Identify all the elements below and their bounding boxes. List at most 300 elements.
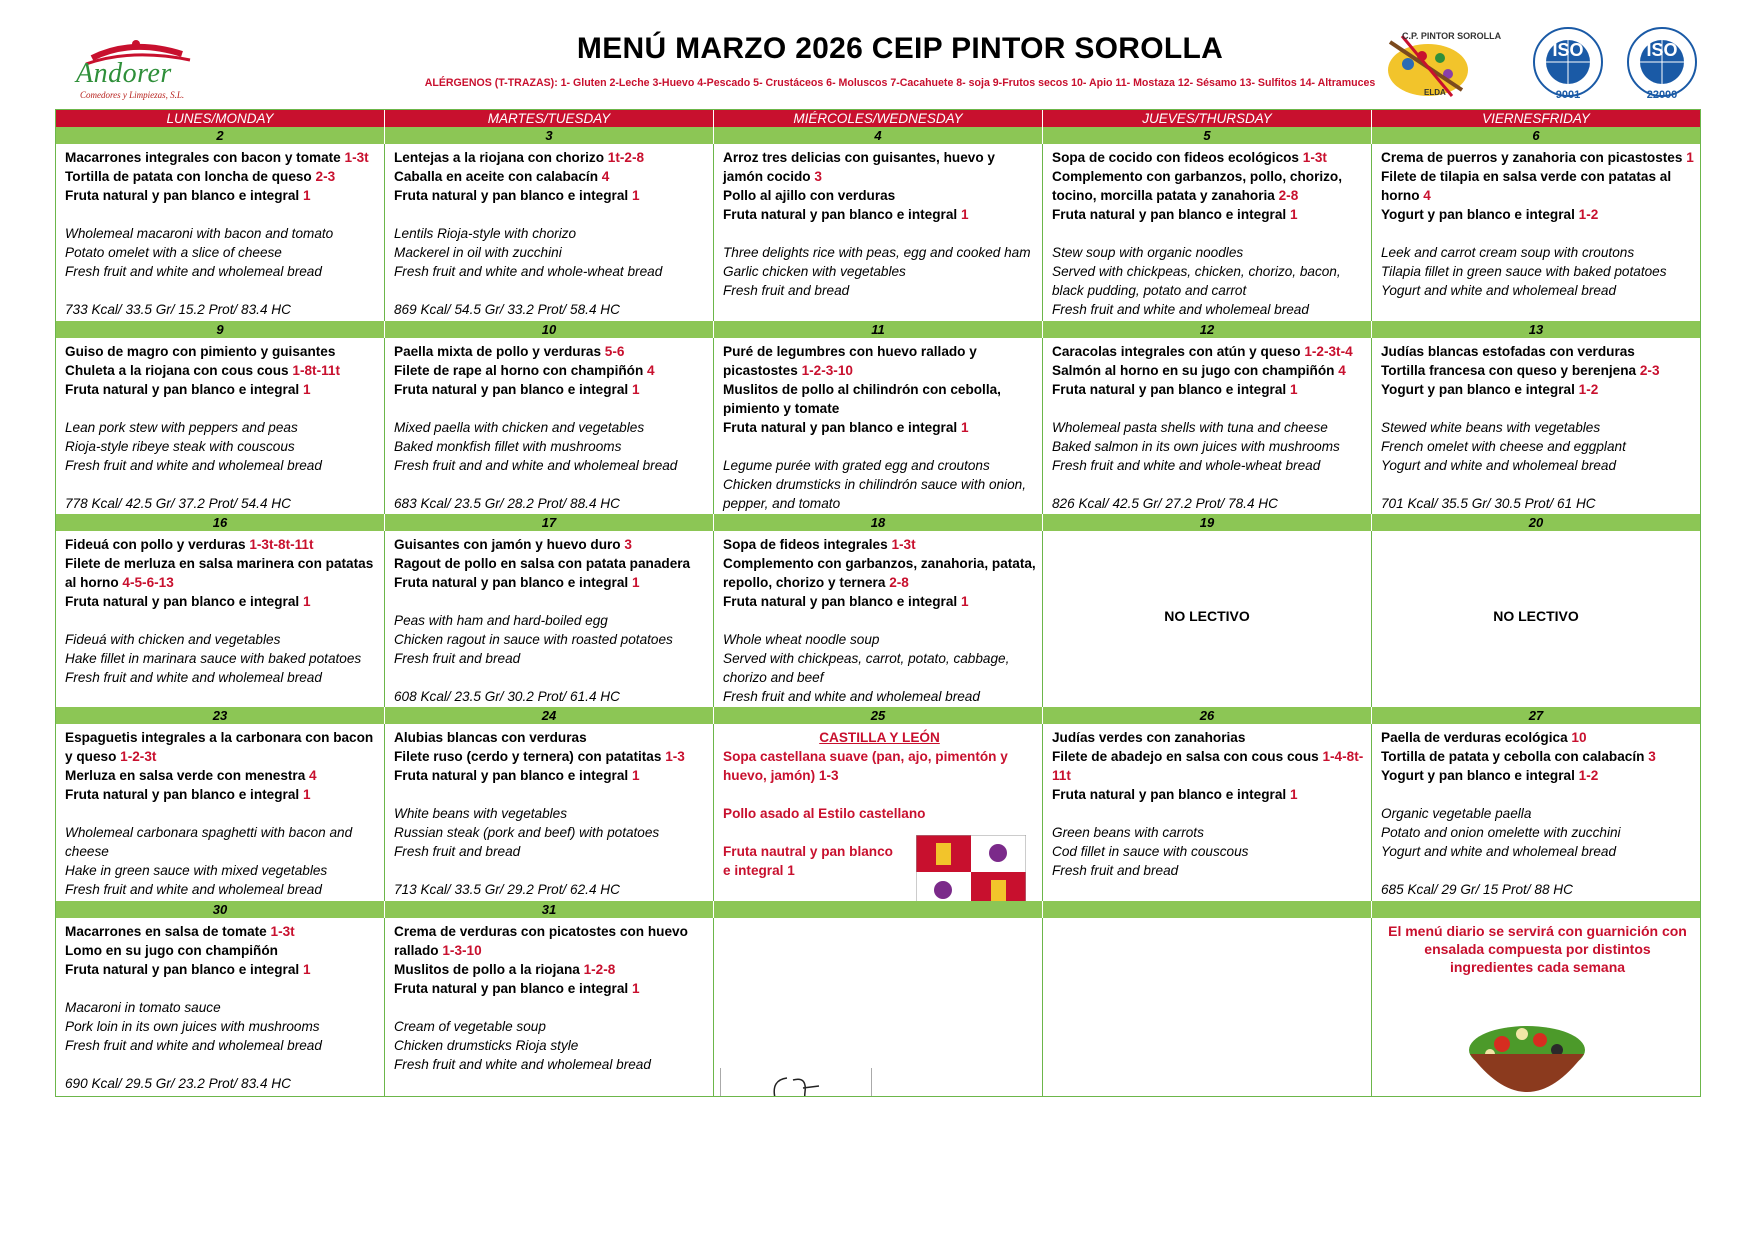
dish-es xyxy=(1381,167,1694,205)
dish-es xyxy=(1052,167,1365,205)
spacer xyxy=(394,861,707,880)
week-row xyxy=(56,514,1700,707)
spacer xyxy=(65,899,378,901)
dish-name: Muslitos de pollo al chilindrón con cebolla, pimiento y tomate xyxy=(723,382,1001,416)
nutrition-info xyxy=(1052,899,1365,901)
dish-en: Fresh fruit and white and wholemeal bread xyxy=(394,1057,651,1072)
weekday-wednesday: MIÉRCOLES/WEDNESDAY xyxy=(714,110,1043,127)
regional-day-title: CASTILLA Y LEÓN xyxy=(819,730,940,745)
dish-es xyxy=(65,148,378,167)
dish-name: Fruta natural y pan blanco e integral xyxy=(1052,787,1290,802)
dish-es xyxy=(723,148,1036,186)
day-cell xyxy=(1043,724,1372,901)
dish-es xyxy=(723,342,1036,380)
dish-es xyxy=(1052,747,1365,785)
dish-name: Crema de puerros y zanahoria con picastostes xyxy=(1381,150,1687,165)
dish-es xyxy=(394,186,707,205)
allergen-code: 2-8 xyxy=(1278,188,1299,203)
dish-en: Fresh fruit and and white and wholemeal bread xyxy=(394,458,678,473)
garnish-note: El menú diario se servirá con guarnición con ensalada compuesta por distintos ingredientes cada semana xyxy=(1388,923,1687,975)
school-logo-city: ELDA xyxy=(1424,88,1446,97)
dish-es xyxy=(394,167,707,186)
spacer xyxy=(1052,224,1365,243)
dish-name: Fruta natural y pan blanco e integral xyxy=(394,382,632,397)
signature-scribble-icon xyxy=(721,1068,871,1096)
day-cell xyxy=(385,144,714,321)
allergen-code: 1-3t xyxy=(891,537,916,552)
nutrition-info: 713 Kcal/ 33.5 Gr/ 29.2 Prot/ 62.4 HC xyxy=(394,882,620,897)
dish-en: Cod fillet in sauce with couscous xyxy=(1052,844,1249,859)
school-logo-text: C.P. PINTOR SOROLLA xyxy=(1402,31,1502,41)
allergen-code: 1-3-10 xyxy=(442,943,482,958)
dish-name: Tortilla de patata con loncha de queso xyxy=(65,169,316,184)
dish-en: Fresh fruit and bread xyxy=(1052,863,1179,878)
date-number: 6 xyxy=(1532,128,1540,143)
dish-es xyxy=(394,573,707,592)
dish-en: Pork loin in its own juices with mushrooms xyxy=(65,1019,320,1034)
dish-en: Rioja-style ribeye steak with couscous xyxy=(65,439,295,454)
day-cell xyxy=(56,724,385,901)
dish-en: Chicken ragout in sauce with roasted potatoes xyxy=(394,632,673,647)
dish-es xyxy=(394,342,707,361)
dish-es xyxy=(723,535,1036,554)
dish-name: Guisantes con jamón y huevo duro xyxy=(394,537,625,552)
dish-es xyxy=(65,535,378,554)
allergen-code: 1-3t xyxy=(270,924,295,939)
dish-es xyxy=(1052,380,1365,399)
dish-es xyxy=(394,960,707,979)
date-number: 10 xyxy=(385,321,714,338)
dish-name: Caracolas integrales con atún y queso xyxy=(1052,344,1305,359)
dish-es xyxy=(1381,205,1694,224)
spacer xyxy=(65,475,378,494)
allergen-code: 1t-2-8 xyxy=(607,150,645,165)
spacer xyxy=(394,668,707,687)
dish-es xyxy=(394,766,707,785)
dish-name: Yogurt y pan blanco e integral xyxy=(1381,768,1579,783)
nutrition-info: 826 Kcal/ 42.5 Gr/ 27.2 Prot/ 78.4 HC xyxy=(1052,496,1278,511)
dish-en: Three delights rice with peas, egg and cooked ham xyxy=(723,245,1031,260)
day-cell xyxy=(385,724,714,901)
allergen-code: 1 xyxy=(631,575,640,590)
nutrition-info xyxy=(1381,319,1694,321)
dish-en: Yogurt and white and wholemeal bread xyxy=(1381,458,1617,473)
allergen-code: 2-3 xyxy=(315,169,336,184)
dish-es xyxy=(394,979,707,998)
day-cell xyxy=(385,918,714,1096)
dish-name: Tortilla francesa con queso y berenjena xyxy=(1381,363,1640,378)
dish-en: Potato omelet with a slice of cheese xyxy=(65,245,282,260)
spacer xyxy=(1052,319,1365,321)
nutrition-info: 778 Kcal/ 42.5 Gr/ 37.2 Prot/ 54.4 HC xyxy=(65,496,291,511)
company-subtitle: Comedores y Limpiezas, S.L. xyxy=(80,90,185,100)
dish-en: Hake in green sauce with mixed vegetables xyxy=(65,863,328,878)
dish-name: Filete de abadejo en salsa con cous cous xyxy=(1052,749,1323,764)
dish-en: Garlic chicken with vegetables xyxy=(723,264,906,279)
iso-9001-caption: 9001 xyxy=(1555,89,1581,101)
dish-en: Wholemeal pasta shells with tuna and cheese xyxy=(1052,420,1328,435)
nutrition-info: 733 Kcal/ 33.5 Gr/ 15.2 Prot/ 83.4 HC xyxy=(65,302,291,317)
allergen-code: 1 xyxy=(1289,787,1298,802)
dish-name: Filete de merluza en salsa marinera con patatas al horno xyxy=(65,556,374,590)
dish-es xyxy=(65,554,378,592)
spacer xyxy=(394,205,707,224)
dish-name: Caballa en aceite con calabacín xyxy=(394,169,602,184)
dish-en: Fideuá with chicken and vegetables xyxy=(65,632,281,647)
spacer xyxy=(65,979,378,998)
weekday-thursday: JUEVES/THURSDAY xyxy=(1043,110,1372,127)
dish-en: Fresh fruit and bread xyxy=(394,844,521,859)
dish-es xyxy=(1052,728,1365,747)
dish-es xyxy=(394,747,707,766)
dish-es xyxy=(65,167,378,186)
dish-name: Paella mixta de pollo y verduras xyxy=(394,344,605,359)
dish-es xyxy=(1052,148,1365,167)
dish-es xyxy=(394,535,707,554)
nutrition-info xyxy=(65,706,378,707)
dish-name: Complemento con garbanzos, pollo, chorizo, tocino, morcilla patata y zanahoria xyxy=(1052,169,1343,203)
dish-en: Stew soup with organic noodles xyxy=(1052,245,1244,260)
dish-es xyxy=(1052,785,1365,804)
date-number: 31 xyxy=(385,901,714,918)
signature xyxy=(720,1068,872,1096)
dish-name: Fruta natural y pan blanco e integral xyxy=(65,594,303,609)
dish-name: Fruta natural y pan blanco e integral xyxy=(1052,207,1290,222)
dish-name: Fruta natural y pan blanco e integral xyxy=(394,575,632,590)
week-row xyxy=(56,707,1700,901)
spacer xyxy=(1381,475,1694,494)
weekday-tuesday: MARTES/TUESDAY xyxy=(385,110,714,127)
allergen-code: 4 xyxy=(309,768,317,783)
allergen-code: 5-6 xyxy=(604,344,625,359)
day-cell xyxy=(1372,724,1700,901)
allergen-code: 1-8t-11t xyxy=(292,363,340,378)
dish-es xyxy=(65,380,378,399)
allergen-code: 1 xyxy=(1289,382,1298,397)
dish-en: Fresh fruit and white and wholemeal bread xyxy=(65,1038,322,1053)
company-logo xyxy=(72,36,202,106)
date-number: 13 xyxy=(1528,322,1544,337)
spacer xyxy=(723,300,1036,319)
dish-name: Lentejas a la riojana con chorizo xyxy=(394,150,608,165)
dish-name: Yogurt y pan blanco e integral xyxy=(1381,382,1579,397)
allergen-code: 3 xyxy=(1648,749,1656,764)
regional-fruit: Fruta nautral y pan blanco e integral 1 xyxy=(723,844,893,878)
day-cell xyxy=(1372,144,1700,321)
day-cell xyxy=(1043,144,1372,321)
dish-en: Mixed paella with chicken and vegetables xyxy=(394,420,645,435)
nutrition-info xyxy=(723,319,1036,321)
spacer xyxy=(723,785,1036,804)
dish-es xyxy=(1052,205,1365,224)
allergen-code: 1-2 xyxy=(1578,207,1599,222)
dish-es xyxy=(1381,361,1694,380)
dish-en: Legume purée with grated egg and croutons xyxy=(723,458,990,473)
no-lectivo-label: NO LECTIVO xyxy=(1493,608,1579,624)
regional-main: Pollo asado al Estilo castellano xyxy=(723,806,926,821)
dish-es xyxy=(723,554,1036,592)
date-number xyxy=(1372,901,1700,918)
dish-name: Filete ruso (cerdo y ternera) con patatitas xyxy=(394,749,666,764)
dish-en: Fresh fruit and bread xyxy=(394,651,521,666)
dish-es xyxy=(1381,148,1694,167)
dish-name: Judías blancas estofadas con verduras xyxy=(1381,344,1635,359)
spacer xyxy=(394,399,707,418)
dish-name: Fruta natural y pan blanco e integral xyxy=(723,420,961,435)
allergen-code: 1-3t-8t-11t xyxy=(249,537,314,552)
date-number: 27 xyxy=(1528,708,1544,723)
dish-es xyxy=(65,766,378,785)
dish-es xyxy=(723,592,1036,611)
dish-name: Fideuá con pollo y verduras xyxy=(65,537,250,552)
allergen-code: 1-3 xyxy=(665,749,685,764)
dish-name: Salmón al horno en su jugo con champiñón xyxy=(1052,363,1339,378)
allergen-code: 1-3t xyxy=(344,150,369,165)
dish-name: Fruta natural y pan blanco e integral xyxy=(1052,382,1290,397)
date-number: 17 xyxy=(385,514,714,531)
spacer xyxy=(1381,399,1694,418)
dish-name: Merluza en salsa verde con menestra xyxy=(65,768,310,783)
spacer xyxy=(394,475,707,494)
no-lectivo-label: NO LECTIVO xyxy=(1164,608,1250,624)
dish-es xyxy=(1381,342,1694,361)
day-cell xyxy=(714,724,1043,901)
date-row xyxy=(56,901,1700,918)
day-cell xyxy=(385,531,714,707)
date-number: 4 xyxy=(714,127,1043,144)
day-cell xyxy=(1043,531,1372,707)
dish-en: Wholemeal macaroni with bacon and tomato xyxy=(65,226,334,241)
dish-name: Fruta natural y pan blanco e integral xyxy=(723,207,961,222)
dish-en: Cream of vegetable soup xyxy=(394,1019,546,1034)
day-cell xyxy=(1043,338,1372,514)
date-number xyxy=(714,901,1043,918)
nutrition-info: 685 Kcal/ 29 Gr/ 15 Prot/ 88 HC xyxy=(1381,882,1573,897)
allergen-code: 1-2-3-10 xyxy=(801,363,853,378)
dish-es xyxy=(65,785,378,804)
dish-es xyxy=(394,361,707,380)
allergen-code: 1 xyxy=(302,188,311,203)
dish-en: Potato and onion omelette with zucchini xyxy=(1381,825,1621,840)
allergen-code: 4-5-6-13 xyxy=(122,575,174,590)
dish-name: Fruta natural y pan blanco e integral xyxy=(723,594,961,609)
day-cells xyxy=(56,144,1700,321)
salad-bowl-icon xyxy=(1462,1010,1592,1096)
nutrition-info: 869 Kcal/ 54.5 Gr/ 33.2 Prot/ 58.4 HC xyxy=(394,302,620,317)
day-cell xyxy=(1372,338,1700,514)
spacer xyxy=(394,998,707,1017)
date-number xyxy=(1043,901,1372,918)
allergen-code: 1-4-8t-11t xyxy=(1052,749,1364,783)
dish-en: Macaroni in tomato sauce xyxy=(65,1000,221,1015)
dish-en: Fresh fruit and white and wholemeal bread xyxy=(65,264,322,279)
dish-name: Alubias blancas con verduras xyxy=(394,730,587,745)
week-row xyxy=(56,321,1700,514)
dish-en xyxy=(723,513,1036,514)
spacer xyxy=(65,1055,378,1074)
dish-es xyxy=(1381,380,1694,399)
spacer xyxy=(1052,399,1365,418)
date-number: 12 xyxy=(1043,321,1372,338)
dish-name: Puré de legumbres con huevo rallado y picastostes xyxy=(723,344,977,378)
date-number: 25 xyxy=(714,707,1043,724)
dish-name: Macarrones integrales con bacon y tomate xyxy=(65,150,345,165)
dish-name: Filete de tilapia en salsa verde con patatas al horno xyxy=(1381,169,1672,203)
allergen-code: 1-3t xyxy=(1302,150,1327,165)
spacer xyxy=(1381,300,1694,319)
allergen-code: 1 xyxy=(960,420,969,435)
nutrition-info: 701 Kcal/ 35.5 Gr/ 30.5 Prot/ 61 HC xyxy=(1381,496,1596,511)
allergen-code: 1-2-3t xyxy=(120,749,157,764)
dish-name: Espaguetis integrales a la carbonara con bacon y queso xyxy=(65,730,374,764)
dish-es xyxy=(1381,747,1694,766)
dish-es xyxy=(65,592,378,611)
spacer xyxy=(1381,785,1694,804)
allergen-code: 4 xyxy=(647,363,655,378)
spacer xyxy=(1052,880,1365,899)
spacer xyxy=(723,611,1036,630)
day-cell xyxy=(1372,531,1700,707)
dish-name: Fruta natural y pan blanco e integral xyxy=(65,787,303,802)
dish-name: Guiso de magro con pimiento y guisantes xyxy=(65,344,336,359)
allergen-code: 1 xyxy=(1289,207,1298,222)
spacer xyxy=(65,205,378,224)
date-number: 26 xyxy=(1043,707,1372,724)
day-cells xyxy=(56,338,1700,514)
day-cell xyxy=(1043,918,1372,1096)
dish-name: Tortilla de patata y cebolla con calabacín xyxy=(1381,749,1649,764)
dish-name: Lomo en su jugo con champiñón xyxy=(65,943,278,958)
castilla-leon-flag-icon xyxy=(916,835,1026,901)
dish-name: Muslitos de pollo a la riojana xyxy=(394,962,584,977)
spacer xyxy=(394,592,707,611)
dish-en: Served with chickpeas, chicken, chorizo, bacon, black pudding, potato and carrot xyxy=(1052,264,1341,298)
dish-name: Fruta natural y pan blanco e integral xyxy=(394,981,632,996)
menu-table xyxy=(55,109,1701,1097)
spacer xyxy=(65,687,378,706)
dish-name: Filete de rape al horno con champiñón xyxy=(394,363,648,378)
dish-es xyxy=(723,380,1036,418)
spacer xyxy=(723,706,1036,707)
dish-name: Fruta natural y pan blanco e integral xyxy=(65,188,303,203)
dish-es xyxy=(394,148,707,167)
dish-es xyxy=(723,186,1036,205)
dish-es xyxy=(65,922,378,941)
week-row xyxy=(56,127,1700,321)
allergen-code: 1 xyxy=(1686,150,1694,165)
week-row xyxy=(56,901,1700,1096)
spacer xyxy=(1381,224,1694,243)
dish-en: Fresh fruit and bread xyxy=(723,283,850,298)
dish-en: Baked salmon in its own juices with mushrooms xyxy=(1052,439,1340,454)
dish-name: Paella de verduras ecológica xyxy=(1381,730,1572,745)
dish-en: White beans with vegetables xyxy=(394,806,568,821)
allergen-code: 1 xyxy=(631,768,640,783)
allergen-code: 1 xyxy=(631,188,640,203)
day-cell xyxy=(714,338,1043,514)
dish-name: Complemento con garbanzos, zanahoria, patata, repollo, chorizo y ternera xyxy=(723,556,1036,590)
date-row xyxy=(56,321,1700,338)
spacer xyxy=(394,1074,707,1093)
dish-en: Fresh fruit and white and wholemeal bread xyxy=(1052,302,1309,317)
spacer xyxy=(723,437,1036,456)
dish-en: Chicken drumsticks Rioja style xyxy=(394,1038,579,1053)
allergen-code: 3 xyxy=(814,169,822,184)
weekday-header xyxy=(56,110,1700,127)
dish-es xyxy=(394,380,707,399)
dish-es xyxy=(1052,342,1365,361)
dish-en: Leek and carrot cream soup with croutons xyxy=(1381,245,1635,260)
allergen-code: 1 xyxy=(302,382,311,397)
date-number: 19 xyxy=(1043,514,1372,531)
dish-es xyxy=(65,960,378,979)
dish-en: Fresh fruit and white and whole-wheat bread xyxy=(394,264,663,279)
dish-name: Yogurt y pan blanco e integral xyxy=(1381,207,1579,222)
dish-en: Peas with ham and hard-boiled egg xyxy=(394,613,608,628)
company-name: Andorer xyxy=(76,58,172,89)
spacer xyxy=(1052,804,1365,823)
dish-es xyxy=(394,922,707,960)
dish-name: Chuleta a la riojana con cous cous xyxy=(65,363,293,378)
dish-name: Sopa de cocido con fideos ecológicos xyxy=(1052,150,1303,165)
day-cell xyxy=(1372,918,1700,1096)
iso-22000-caption: 22000 xyxy=(1646,89,1678,101)
allergen-code: 1-2 xyxy=(1578,768,1599,783)
day-cell xyxy=(56,531,385,707)
spacer xyxy=(1052,475,1365,494)
regional-soup: Sopa castellana suave (pan, ajo, pimentón y huevo, jamón) 1-3 xyxy=(723,749,1008,783)
allergen-code: 1 xyxy=(631,382,640,397)
dish-en: Fresh fruit and white and wholemeal bread xyxy=(65,670,322,685)
nutrition-info: 608 Kcal/ 23.5 Gr/ 30.2 Prot/ 61.4 HC xyxy=(394,689,620,704)
weekday-friday: VIERNESFRIDAY xyxy=(1482,111,1590,126)
dish-es xyxy=(1052,361,1365,380)
allergen-code: 10 xyxy=(1571,730,1587,745)
allergen-code: 4 xyxy=(601,169,610,184)
allergen-code: 1 xyxy=(302,962,311,977)
dish-en: Green beans with carrots xyxy=(1052,825,1204,840)
dish-en: Fresh fruit and white and wholemeal bread xyxy=(65,458,322,473)
dish-en: Mackerel in oil with zucchini xyxy=(394,245,562,260)
dish-en: Baked monkfish fillet with mushrooms xyxy=(394,439,622,454)
allergen-legend: ALÉRGENOS (T-TRAZAS): 1- Gluten 2-Leche 3-Huevo 4-Pescado 5- Crustáceos 6- Moluscos 7-Cacahuete 8- soja 9-Frutos secos 10- Apio 11- Mostaza 12- Sésamo 13- Sulfitos 14- Altramuces xyxy=(424,77,1376,89)
dish-es xyxy=(394,728,707,747)
dish-es xyxy=(723,418,1036,437)
dish-en: Yogurt and white and wholemeal bread xyxy=(1381,283,1617,298)
dish-es xyxy=(1381,766,1694,785)
date-number: 30 xyxy=(56,901,385,918)
date-number: 20 xyxy=(1528,515,1544,530)
spacer xyxy=(65,281,378,300)
dish-es xyxy=(65,941,378,960)
dish-name: Fruta natural y pan blanco e integral xyxy=(394,188,632,203)
dish-en: Hake fillet in marinara sauce with baked potatoes xyxy=(65,651,362,666)
spacer xyxy=(1381,861,1694,880)
day-cell xyxy=(385,338,714,514)
dish-name: Fruta natural y pan blanco e integral xyxy=(65,962,303,977)
day-cell xyxy=(714,144,1043,321)
day-cell xyxy=(56,338,385,514)
dish-en: Chicken drumsticks in chilindrón sauce with onion, pepper, and tomato xyxy=(723,477,1026,511)
nutrition-info xyxy=(394,1093,707,1096)
date-number: 23 xyxy=(56,707,385,724)
iso-label-2: ISO xyxy=(1646,40,1678,60)
dish-en: Russian steak (pork and beef) with potatoes xyxy=(394,825,660,840)
dish-en: Wholemeal carbonara spaghetti with bacon and cheese xyxy=(65,825,353,859)
allergen-code: 4 xyxy=(1338,363,1346,378)
dish-es xyxy=(65,728,378,766)
date-number: 11 xyxy=(714,321,1043,338)
